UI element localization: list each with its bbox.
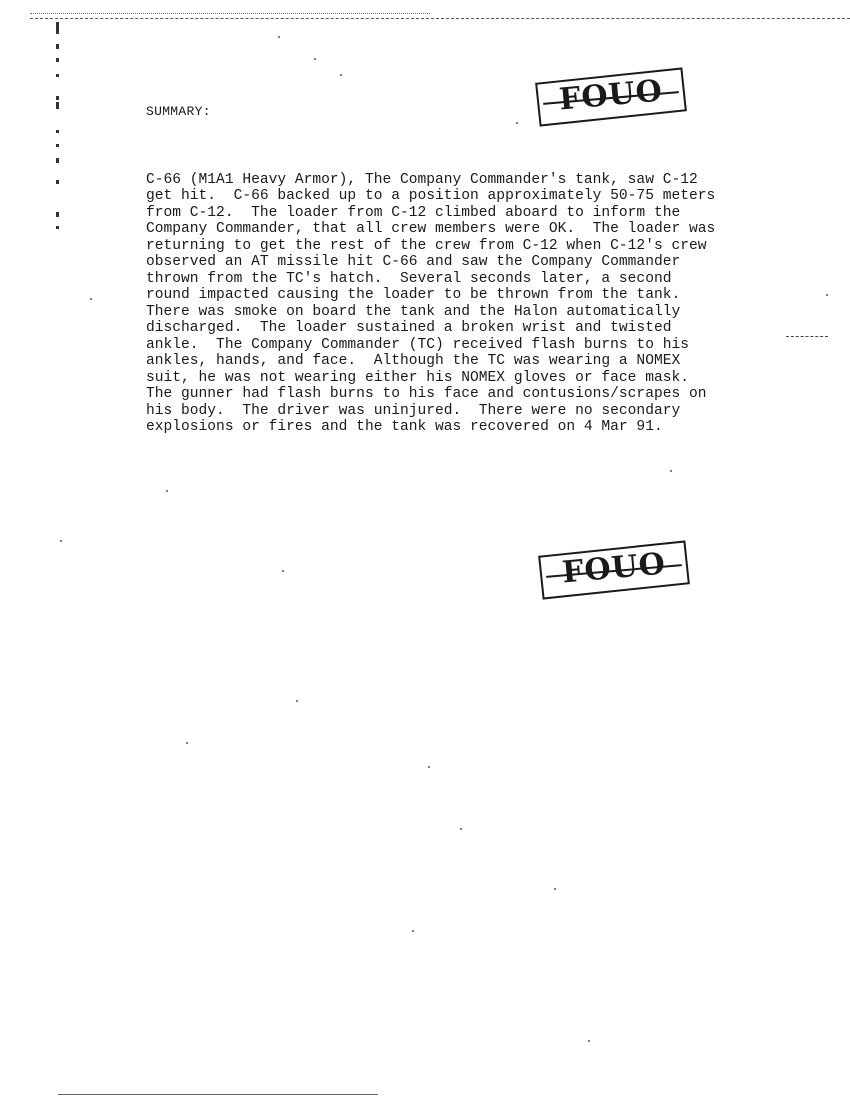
body-line: observed an AT missile hit C-66 and saw the Company Commander xyxy=(146,254,681,270)
summary-body xyxy=(146,155,816,436)
body-line: explosions or fires and the tank was recovered on 4 Mar 91. xyxy=(146,419,663,435)
scan-speck xyxy=(166,490,168,492)
scan-speck xyxy=(282,570,284,572)
body-line: C-66 (M1A1 Heavy Armor), The Company Commander's tank, saw C-12 xyxy=(146,171,698,188)
body-line: suit, he was not wearing either his NOMEX gloves or face mask. xyxy=(146,369,689,386)
body-line: The gunner had flash burns to his face and contusions/scrapes on xyxy=(146,386,707,402)
scan-speck xyxy=(428,766,430,768)
body-line: his body. The driver was uninjured. There were no secondary xyxy=(146,402,681,419)
body-line: discharged. The loader sustained a broken wrist and twisted xyxy=(146,320,672,336)
scan-artifact-rule xyxy=(30,18,850,19)
scan-artifact-mark xyxy=(786,336,828,337)
scan-speck xyxy=(554,888,556,890)
summary-heading: SUMMARY: xyxy=(146,104,211,119)
body-line: get hit. C-66 backed up to a position approximately 50-75 meters xyxy=(146,188,716,204)
body-line: Company Commander, that all crew members were OK. The loader was xyxy=(146,221,716,237)
body-line: ankle. The Company Commander (TC) received flash burns to his xyxy=(146,336,689,353)
fouo-stamp: FOUO xyxy=(540,548,688,594)
body-line: ankles, hands, and face. Although the TC was wearing a NOMEX xyxy=(146,353,681,369)
scan-speck xyxy=(412,930,414,932)
body-line: round impacted causing the loader to be thrown from the tank. xyxy=(146,287,681,303)
scan-speck xyxy=(340,74,342,76)
scan-speck xyxy=(90,298,92,300)
scan-speck xyxy=(588,1040,590,1042)
body-line: returning to get the rest of the crew from C-12 when C-12's crew xyxy=(146,237,707,254)
scan-speck xyxy=(296,700,298,702)
scan-speck xyxy=(670,470,672,472)
scan-speck xyxy=(186,742,188,744)
scan-speck xyxy=(314,58,316,60)
scan-speck xyxy=(60,540,62,542)
scan-speck xyxy=(460,828,462,830)
binding-marks xyxy=(52,22,66,232)
scan-speck xyxy=(826,294,828,296)
body-line: There was smoke on board the tank and the Halon automatically xyxy=(146,303,681,320)
body-line: thrown from the TC's hatch. Several seconds later, a second xyxy=(146,270,672,287)
fouo-stamp: FOUO xyxy=(537,75,685,121)
body-line: from C-12. The loader from C-12 climbed aboard to inform the xyxy=(146,204,681,221)
scan-artifact-rule xyxy=(30,13,430,14)
scan-artifact-rule xyxy=(58,1094,378,1095)
scan-speck xyxy=(278,36,280,38)
scan-speck xyxy=(516,122,518,124)
